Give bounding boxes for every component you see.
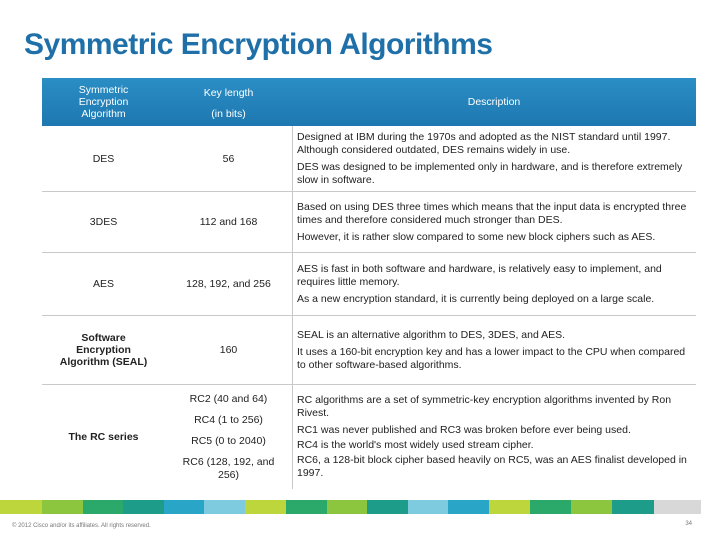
footer-color-segment [42,500,83,514]
footer-color-segment [0,500,42,514]
algorithm-name: 3DES [89,216,118,228]
header-key-length-label: Key length [203,87,254,99]
key-length: RC5 (0 to 2040) [191,434,266,447]
table-row [42,126,696,192]
footer-color-segment [83,500,123,514]
footer-color-segment [612,500,654,514]
description [292,385,696,489]
footer-color-segment [530,500,571,514]
table-row [42,385,696,489]
table-row [42,316,696,385]
description-text: However, it is rather slow compared to some new block ciphers such as AES. [297,230,656,243]
table-row [42,253,696,316]
footer-color-segment [367,500,408,514]
description-text: DES was designed to be implemented only in hardware, and is therefore extremely slow in software. [297,160,683,186]
description-text: It uses a 160-bit encryption key and has a lower impact to the CPU when compared to other software-based algorithms. [297,345,686,371]
header-key-length-unit: (in bits) [211,108,246,120]
description-text: SEAL is an alternative algorithm to DES, 3DES, and AES. [297,328,566,341]
key-length: RC2 (40 and 64) [189,392,268,405]
footer-color-segment [654,500,701,514]
footer-color-segment [245,500,286,514]
description [292,316,696,384]
footer-color-bar [0,500,720,514]
key-length: 160 [219,344,238,356]
footer-color-segment [489,500,530,514]
key-length: RC4 (1 to 256) [194,413,263,426]
description [292,253,696,315]
description-text: RC4 is the world's most widely used stream cipher. [297,439,534,451]
footer-color-segment [286,500,327,514]
header-algorithm [42,78,165,126]
algorithm-name: DES [92,152,115,165]
algorithm-name: Software Encryption Algorithm (SEAL) [59,332,148,368]
page-number: 34 [685,521,692,527]
key-length: 128, 192, and 256 [186,278,271,290]
description-text: Based on using DES three times which means that the input data is encrypted three times and therefore considered much stronger than DES. [297,200,687,226]
algorithm-name: AES [92,278,114,290]
description-text: As a new encryption standard, it is currently being deployed on a large scale. [297,292,655,305]
header-description-label: Description [467,96,521,108]
description [292,126,696,191]
description-text: Designed at IBM during the 1970s and adopted as the NIST standard until 1997. Although considered outdated, DES remains widely in use. [297,130,671,156]
description-text: RC algorithms are a set of symmetric-key encryption algorithms invented by Ron Rivest. [297,394,672,419]
description [292,192,696,252]
key-length: 112 and 168 [199,216,258,228]
table-header [42,78,696,126]
header-key-length [165,78,292,126]
footer-color-segment [571,500,612,514]
footer-color-segment [204,500,245,514]
header-algorithm-line: Symmetric [78,84,129,96]
header-description [292,78,696,126]
key-length-list [165,385,292,489]
table-row [42,192,696,253]
footer-color-segment [123,500,164,514]
header-algorithm-line: Algorithm [81,108,126,120]
description-text: AES is fast in both software and hardware, is relatively easy to implement, and requires little memory. [297,262,662,288]
header-algorithm-line: Encryption [78,96,129,108]
description-text: RC6, a 128-bit block cipher based heavily on RC5, was an AES finalist developed in 1997. [297,454,687,479]
key-length: 56 [222,152,235,165]
algorithms-table [42,78,696,489]
page-title: Symmetric Encryption Algorithms [24,28,493,61]
copyright-text: © 2012 Cisco and/or its affiliates. All rights reserved. [12,523,151,529]
key-length: RC6 (128, 192, and 256) [182,455,275,481]
footer-color-segment [327,500,367,514]
footer-color-segment [164,500,204,514]
algorithm-name: The RC series [68,431,139,443]
footer-color-segment [448,500,489,514]
footer-color-segment [408,500,448,514]
description-text: RC1 was never published and RC3 was broken before ever being used. [297,424,631,436]
